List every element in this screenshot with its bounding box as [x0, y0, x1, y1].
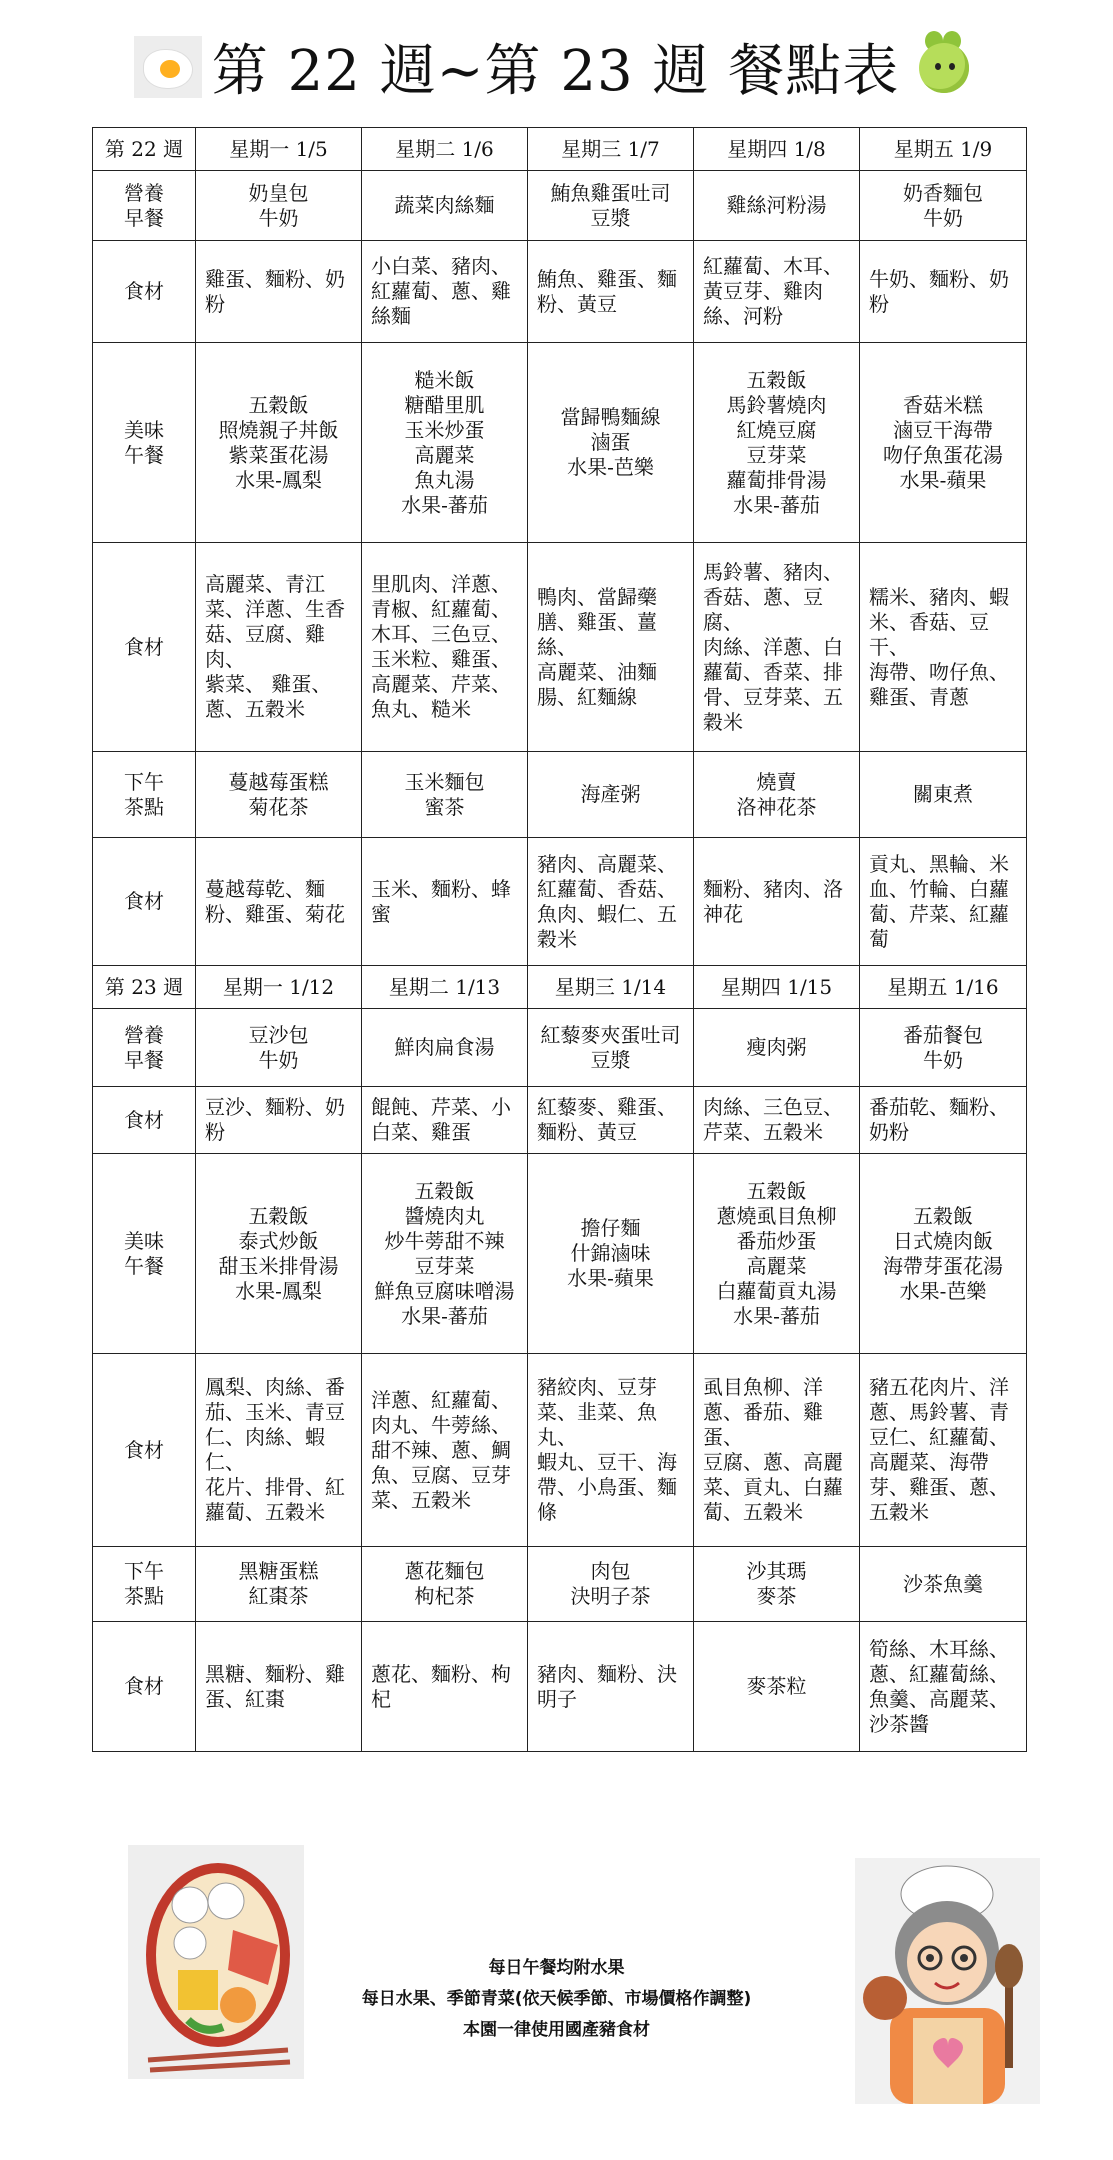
meal-cell: 當歸鴨麵線 滷蛋 水果-芭樂 [528, 343, 694, 543]
row-label: 食材 [93, 1622, 196, 1752]
ingredient-cell: 鳳梨、肉絲、番 茄、玉米、青豆 仁、肉絲、蝦仁、 花片、排骨、紅 蘿蔔、五穀米 [196, 1354, 362, 1547]
meal-cell: 奶香麵包 牛奶 [860, 171, 1027, 241]
row-label: 食材 [93, 1354, 196, 1547]
menu-row-ingredients [93, 543, 1027, 752]
meal-cell: 鮮肉扁食湯 [362, 1009, 528, 1087]
meal-cell: 沙其瑪 麥茶 [694, 1547, 860, 1622]
ingredient-cell: 馬鈴薯、豬肉、 香菇、蔥、豆腐、 肉絲、洋蔥、白 蘿蔔、香菜、排 骨、豆芽菜、五 穀米 [694, 543, 860, 752]
ingredient-cell: 豬五花肉片、洋 蔥、馬鈴薯、青 豆仁、紅蘿蔔、 高麗菜、海帶 芽、雞蛋、蔥、 五穀米 [860, 1354, 1027, 1547]
row-label: 食材 [93, 1087, 196, 1154]
meal-cell: 五穀飯 馬鈴薯燒肉 紅燒豆腐 豆芽菜 蘿蔔排骨湯 水果-蕃茄 [694, 343, 860, 543]
ingredient-cell: 糯米、豬肉、蝦 米、香菇、豆干、 海帶、吻仔魚、 雞蛋、青蔥 [860, 543, 1027, 752]
meal-cell: 五穀飯 照燒親子丼飯 紫菜蛋花湯 水果-鳳梨 [196, 343, 362, 543]
week-header-row [93, 966, 1027, 1009]
row-label: 下午 茶點 [93, 752, 196, 838]
menu-row-breakfast [93, 171, 1027, 241]
meal-cell: 沙茶魚羹 [860, 1547, 1027, 1622]
menu-row-ingredients [93, 838, 1027, 966]
menu-row-ingredients [93, 1622, 1027, 1752]
ingredient-cell: 鴨肉、當歸藥 膳、雞蛋、薑絲、 高麗菜、油麵 腸、紅麵線 [528, 543, 694, 752]
menu-row-ingredients [93, 241, 1027, 343]
day-header: 星期四 1/8 [694, 128, 860, 171]
ingredient-cell: 豬肉、麵粉、決 明子 [528, 1622, 694, 1752]
ingredient-cell: 紅蘿蔔、木耳、 黃豆芽、雞肉 絲、河粉 [694, 241, 860, 343]
meal-cell: 肉包 決明子茶 [528, 1547, 694, 1622]
day-header: 星期二 1/6 [362, 128, 528, 171]
day-header: 星期三 1/14 [528, 966, 694, 1009]
title-bar [0, 22, 1113, 112]
meal-cell: 五穀飯 泰式炒飯 甜玉米排骨湯 水果-鳳梨 [196, 1154, 362, 1354]
footer-note: 每日水果、季節青菜(依天候季節、市場價格作調整) [361, 1989, 752, 2009]
footer-note: 每日午餐均附水果 [488, 1958, 625, 1978]
meal-cell: 燒賣 洛神花茶 [694, 752, 860, 838]
page-title: 第 22 週~第 23 週 餐點表 [211, 39, 900, 104]
row-label: 美味 午餐 [93, 343, 196, 543]
ingredient-cell: 虱目魚柳、洋 蔥、番茄、雞蛋、 豆腐、蔥、高麗 菜、貢丸、白蘿 蔔、五穀米 [694, 1354, 860, 1547]
ingredient-cell: 豬肉、高麗菜、 紅蘿蔔、香菇、 魚肉、蝦仁、五 穀米 [528, 838, 694, 966]
row-label: 美味 午餐 [93, 1154, 196, 1354]
ingredient-cell: 肉絲、三色豆、 芹菜、五穀米 [694, 1087, 860, 1154]
day-header: 星期五 1/9 [860, 128, 1027, 171]
week-label: 第 23 週 [93, 966, 196, 1009]
day-header: 星期二 1/13 [362, 966, 528, 1009]
ingredient-cell: 番茄乾、麵粉、 奶粉 [860, 1087, 1027, 1154]
meal-cell: 五穀飯 醬燒肉丸 炒牛蒡甜不辣 豆芽菜 鮮魚豆腐味噌湯 水果-蕃茄 [362, 1154, 528, 1354]
day-header: 星期五 1/16 [860, 966, 1027, 1009]
fried-egg-icon [134, 36, 202, 98]
meal-cell: 瘦肉粥 [694, 1009, 860, 1087]
week-header-row [93, 128, 1027, 171]
week-label: 第 22 週 [93, 128, 196, 171]
meal-cell: 蔥花麵包 枸杞茶 [362, 1547, 528, 1622]
meal-cell: 五穀飯 日式燒肉飯 海帶芽蛋花湯 水果-芭樂 [860, 1154, 1027, 1354]
row-label: 營養 早餐 [93, 1009, 196, 1087]
ingredient-cell: 黑糖、麵粉、雞 蛋、紅棗 [196, 1622, 362, 1752]
menu-row-lunch [93, 343, 1027, 543]
meal-cell: 玉米麵包 蜜茶 [362, 752, 528, 838]
meal-cell: 蔓越莓蛋糕 菊花茶 [196, 752, 362, 838]
ingredient-cell: 餛飩、芹菜、小 白菜、雞蛋 [362, 1087, 528, 1154]
menu-table [92, 127, 1027, 1752]
ingredient-cell: 麥茶粒 [694, 1622, 860, 1752]
meal-cell: 海產粥 [528, 752, 694, 838]
ingredient-cell: 麵粉、豬肉、洛 神花 [694, 838, 860, 966]
meal-cell: 鮪魚雞蛋吐司 豆漿 [528, 171, 694, 241]
meal-cell: 紅藜麥夾蛋吐司 豆漿 [528, 1009, 694, 1087]
footer-notes [300, 1953, 813, 2046]
ingredient-cell: 貢丸、黑輪、米 血、竹輪、白蘿 蔔、芹菜、紅蘿 蔔 [860, 838, 1027, 966]
ingredient-cell: 洋蔥、紅蘿蔔、 肉丸、牛蒡絲、 甜不辣、蔥、鯛 魚、豆腐、豆芽 菜、五穀米 [362, 1354, 528, 1547]
row-label: 食材 [93, 838, 196, 966]
ingredient-cell: 豬絞肉、豆芽 菜、韭菜、魚丸、 蝦丸、豆干、海 帶、小鳥蛋、麵 條 [528, 1354, 694, 1547]
day-header: 星期三 1/7 [528, 128, 694, 171]
meal-cell: 蔬菜肉絲麵 [362, 171, 528, 241]
row-label: 食材 [93, 543, 196, 752]
meal-cell: 香菇米糕 滷豆干海帶 吻仔魚蛋花湯 水果-蘋果 [860, 343, 1027, 543]
meal-cell: 擔仔麵 什錦滷味 水果-蘋果 [528, 1154, 694, 1354]
meal-cell: 豆沙包 牛奶 [196, 1009, 362, 1087]
ingredient-cell: 鮪魚、雞蛋、麵 粉、黃豆 [528, 241, 694, 343]
grandma-chef-illustration [855, 1858, 1040, 2104]
ingredient-cell: 筍絲、木耳絲、 蔥、紅蘿蔔絲、 魚羹、高麗菜、 沙茶醬 [860, 1622, 1027, 1752]
row-label: 營養 早餐 [93, 171, 196, 241]
menu-row-breakfast [93, 1009, 1027, 1087]
day-header: 星期一 1/12 [196, 966, 362, 1009]
menu-row-snack [93, 1547, 1027, 1622]
meal-cell: 番茄餐包 牛奶 [860, 1009, 1027, 1087]
row-label: 食材 [93, 241, 196, 343]
menu-row-snack [93, 752, 1027, 838]
meal-cell: 糙米飯 糖醋里肌 玉米炒蛋 高麗菜 魚丸湯 水果-蕃茄 [362, 343, 528, 543]
ingredient-cell: 蔥花、麵粉、枸 杞 [362, 1622, 528, 1752]
sprout-mascot-icon [909, 27, 979, 107]
ingredient-cell: 玉米、麵粉、蜂 蜜 [362, 838, 528, 966]
footer-note: 本園一律使用國產豬食材 [463, 2020, 650, 2040]
menu-row-ingredients [93, 1087, 1027, 1154]
ingredient-cell: 豆沙、麵粉、奶 粉 [196, 1087, 362, 1154]
ingredient-cell: 雞蛋、麵粉、奶 粉 [196, 241, 362, 343]
ingredient-cell: 牛奶、麵粉、奶 粉 [860, 241, 1027, 343]
ingredient-cell: 蔓越莓乾、麵 粉、雞蛋、菊花 [196, 838, 362, 966]
meal-cell: 五穀飯 蔥燒虱目魚柳 番茄炒蛋 高麗菜 白蘿蔔貢丸湯 水果-蕃茄 [694, 1154, 860, 1354]
row-label: 下午 茶點 [93, 1547, 196, 1622]
menu-row-lunch [93, 1154, 1027, 1354]
ingredient-cell: 紅藜麥、雞蛋、 麵粉、黃豆 [528, 1087, 694, 1154]
menu-row-ingredients [93, 1354, 1027, 1547]
bento-box-illustration [128, 1845, 304, 2079]
day-header: 星期四 1/15 [694, 966, 860, 1009]
ingredient-cell: 里肌肉、洋蔥、 青椒、紅蘿蔔、 木耳、三色豆、 玉米粒、雞蛋、 高麗菜、芹菜、 魚丸、糙米 [362, 543, 528, 752]
ingredient-cell: 小白菜、豬肉、 紅蘿蔔、蔥、雞 絲麵 [362, 241, 528, 343]
meal-cell: 奶皇包 牛奶 [196, 171, 362, 241]
meal-cell: 關東煮 [860, 752, 1027, 838]
day-header: 星期一 1/5 [196, 128, 362, 171]
ingredient-cell: 高麗菜、青江 菜、洋蔥、生香 菇、豆腐、雞肉、 紫菜、 雞蛋、 蔥、五穀米 [196, 543, 362, 752]
meal-cell: 黑糖蛋糕 紅棗茶 [196, 1547, 362, 1622]
meal-cell: 雞絲河粉湯 [694, 171, 860, 241]
